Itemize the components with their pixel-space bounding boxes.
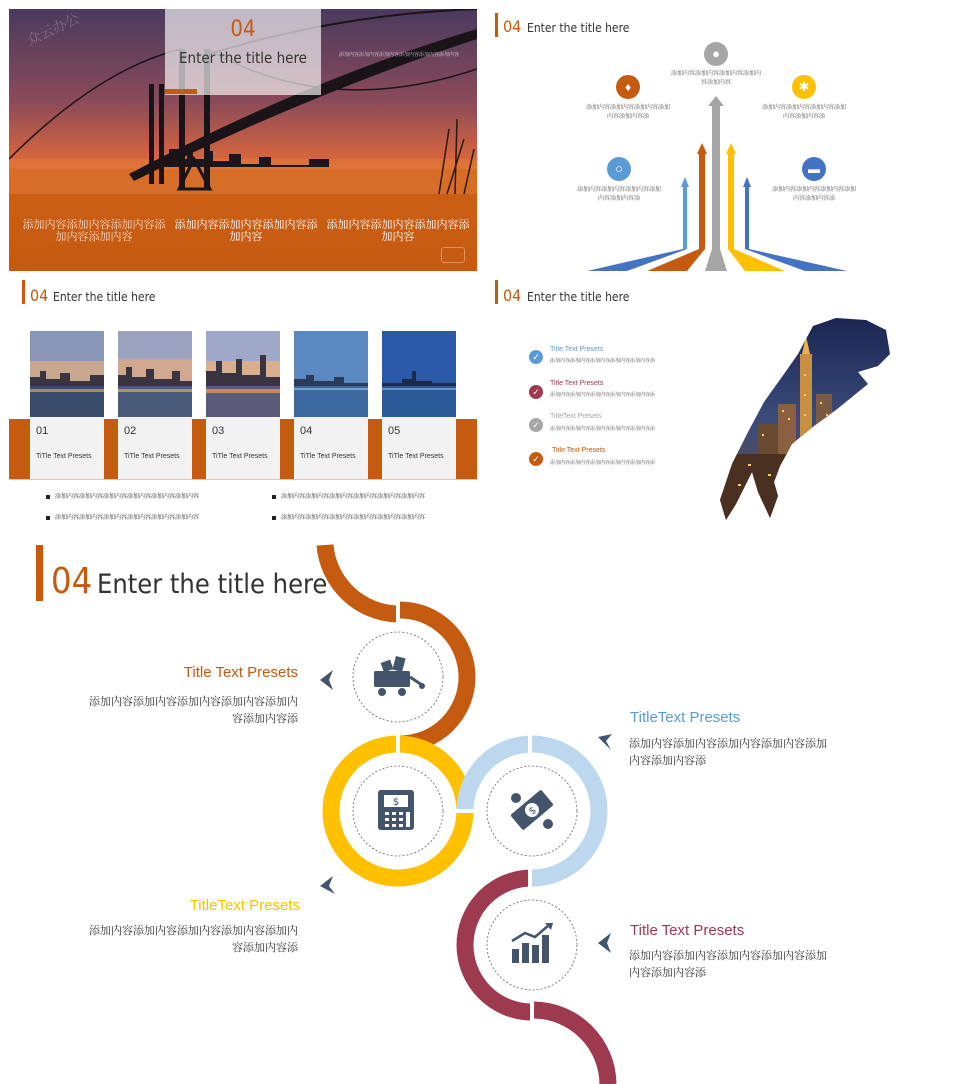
slide4-item-text-4: 添加内容添加内容添加内容添加内容添加内容添 (550, 460, 656, 466)
slide2-text-search: 添加内容添加内容添加内容添加内容添加内容添 (576, 186, 661, 202)
bullet-1 (46, 491, 199, 500)
bullet-2 (272, 491, 425, 500)
slide3-title: Enter the title here (53, 290, 156, 304)
card-label-1: TiTle Text Presets (36, 453, 92, 460)
lightbulb-icon: ♦ (616, 75, 640, 99)
process-text-4b: 内容添加内容添 (629, 966, 706, 979)
process-title-4: Title Text Presets (630, 922, 745, 939)
watermark: 众云办公 (24, 10, 83, 49)
card-photo-2 (118, 331, 192, 417)
search-icon: ○ (607, 157, 631, 181)
slide-bridge (9, 9, 477, 271)
slide4-header-bar (495, 280, 498, 304)
card-5 (382, 331, 456, 479)
process-text-1b: 容添加内容添 (232, 712, 298, 725)
gear-icon: ✱ (792, 75, 816, 99)
slide4-item-title-2: Title Text Presets (550, 380, 604, 387)
slide4-number: 04 (503, 286, 522, 305)
svg-text:$: $ (392, 797, 400, 808)
money-icon (508, 786, 556, 834)
title-overlay-accent (165, 89, 197, 94)
card-1 (30, 331, 104, 479)
check-icon-1: ✓ (529, 350, 543, 364)
bullet-square-icon (46, 516, 50, 520)
slide3-number: 04 (30, 286, 49, 305)
slide2-text-gear: 添加内容添加内容添加内容添加内容添加内容添 (761, 104, 846, 120)
slide1-number: 04 (230, 17, 256, 42)
camera-icon (441, 247, 465, 263)
process-text-2a: 添加内容添加内容添加内容添加内容添加 (629, 737, 827, 750)
slide2-title: Enter the title here (527, 21, 630, 35)
process-text-4a: 添加内容添加内容添加内容添加内容添加 (629, 949, 827, 962)
slide1-title: Enter the title here (179, 49, 307, 67)
slide-arrows (487, 9, 952, 271)
bullet-text-2: 添加内容添加内容添加内容添加内容添加内容添加内容 (281, 493, 426, 500)
bullet-square-icon (272, 495, 276, 499)
card-photo-3 (206, 331, 280, 417)
process-title-3: TitleText Presets (189, 897, 300, 914)
card-photo-4 (294, 331, 368, 417)
atm-icon (376, 788, 416, 832)
bullet-text-1: 添加内容添加内容添加内容添加内容添加内容添加内容 (55, 493, 200, 500)
slide4-item-title-1: Title Text Presets (550, 346, 604, 353)
slide4-item-text-1: 添加内容添加内容添加内容添加内容添加内容添 (550, 358, 656, 364)
check-icon-4: ✓ (529, 452, 543, 466)
slide4-item-text-2: 添加内容添加内容添加内容添加内容添加内容添 (550, 392, 656, 398)
card-4 (294, 331, 368, 479)
bullet-4 (272, 512, 425, 521)
card-label-2: TiTle Text Presets (124, 453, 180, 460)
card-label-3: TiTle Text Presets (212, 453, 268, 460)
slide4-item-text-3: 添加内容添加内容添加内容添加内容添加内容添 (550, 426, 656, 432)
process-title-2: TitleText Presets (630, 709, 741, 726)
card-number-5: 05 (388, 425, 401, 437)
slide3-header-bar (22, 280, 25, 304)
user-icon: ● (704, 42, 728, 66)
bar-chart-icon (509, 921, 555, 965)
card-label-5: TiTle Text Presets (388, 453, 444, 460)
slide5-number: 04 (51, 561, 93, 602)
card-photo-1 (30, 331, 104, 417)
card-number-2: 02 (124, 425, 137, 437)
caption-1: 添加内容添加内容添加内容添加内容添加内容 (22, 218, 166, 243)
caption-2: 添加内容添加内容添加内容添加内容 (174, 218, 318, 243)
card-2 (118, 331, 192, 479)
s-curve-diagram (0, 530, 960, 1084)
card-number-4: 04 (300, 425, 313, 437)
slide4-title: Enter the title here (527, 290, 630, 304)
slide2-number: 04 (503, 17, 522, 36)
process-text-2b: 内容添加内容添 (629, 754, 706, 767)
slide4-item-title-3: TitleText Presets (550, 413, 602, 420)
slide2-text-chat: 添加内容添加内容添加内容添加内容添加内容添 (771, 186, 856, 202)
card-photo-5 (382, 331, 456, 417)
card-number-3: 03 (212, 425, 225, 437)
process-text-3a: 添加内容添加内容添加内容添加内容添加内 (89, 924, 298, 937)
card-label-4: TiTle Text Presets (300, 453, 356, 460)
slide4-item-title-4: Title Text Presets (552, 447, 606, 454)
slide1-tiny-text: 添加内容添加内容添加内容添加内容添加内容添加内容 (339, 52, 460, 58)
slide2-text-bulb: 添加内容添加内容添加内容添加内容添加内容添 (585, 104, 670, 120)
process-title-1: Title Text Presets (183, 664, 298, 681)
cards-band-line (9, 479, 477, 480)
bullet-square-icon (46, 495, 50, 499)
card-3 (206, 331, 280, 479)
check-icon-3: ✓ (529, 418, 543, 432)
card-number-1: 01 (36, 425, 49, 437)
bullet-text-4: 添加内容添加内容添加内容添加内容添加内容添加内容 (281, 514, 426, 521)
shopping-cart-icon (372, 655, 426, 697)
bullet-3 (46, 512, 199, 521)
caption-3: 添加内容添加内容添加内容添加内容 (326, 218, 470, 243)
bullet-square-icon (272, 516, 276, 520)
svg-text:$: $ (526, 804, 539, 818)
slide2-text-user: 添加内容添加内容添加内容添加内容添加内容 (671, 70, 762, 86)
slide5-title: Enter the title here (97, 569, 328, 600)
city-brush-photo (718, 314, 914, 520)
process-text-1a: 添加内容添加内容添加内容添加内容添加内 (89, 695, 298, 708)
check-icon-2: ✓ (529, 385, 543, 399)
bullet-text-3: 添加内容添加内容添加内容添加内容添加内容添加内容 (55, 514, 200, 521)
process-text-3b: 容添加内容添 (232, 941, 298, 954)
chat-icon: ▬ (802, 157, 826, 181)
